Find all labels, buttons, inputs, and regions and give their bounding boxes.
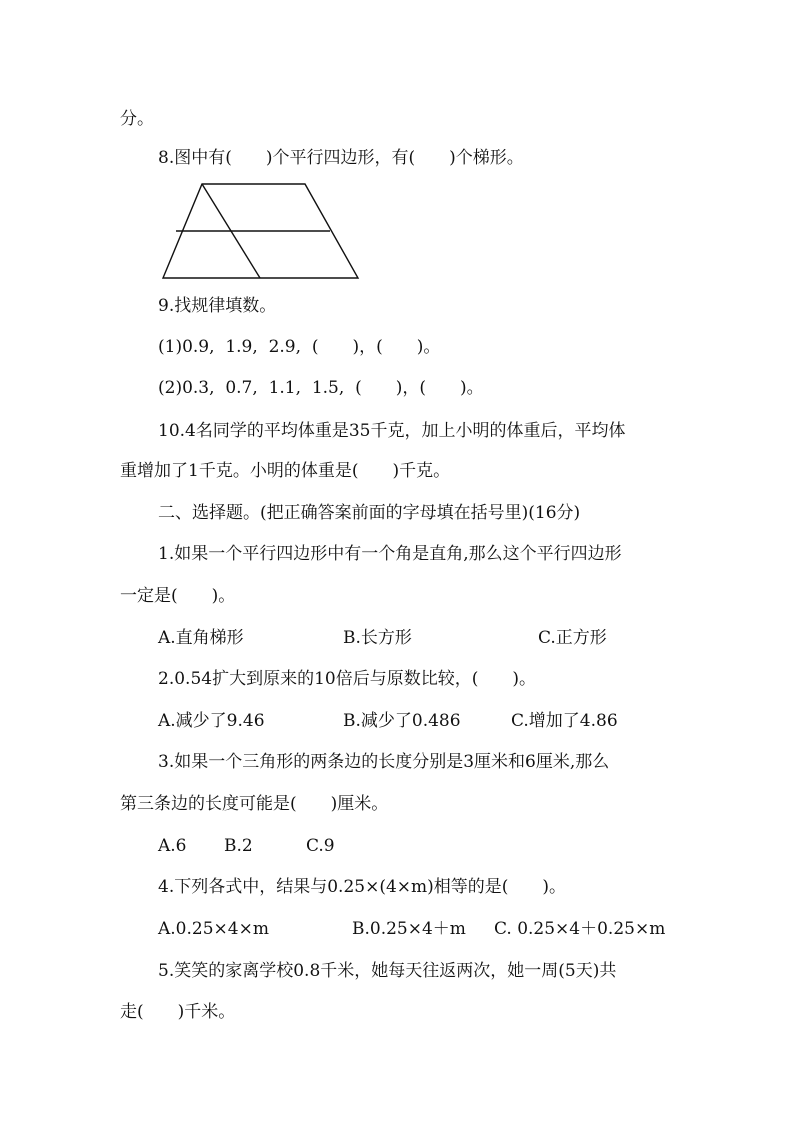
choice-question-5: 5.笑笑的家离学校0.8千米，她每天往返两次，她一周(5天)共 — [158, 961, 617, 981]
trapezoid-figure — [160, 182, 364, 282]
option-c: C.9 — [306, 836, 335, 856]
option-c: C.增加了4.86 — [511, 711, 618, 731]
choice-question-3: 3.如果一个三角形的两条边的长度分别是3厘米和6厘米,那么 — [158, 752, 610, 772]
choice-question-5-cont: 走( )千米。 — [120, 1002, 236, 1022]
question-9-part-2: (2)0.3, 0.7, 1.1, 1.5, ( )，( )。 — [158, 378, 484, 398]
option-a: A.减少了9.46 — [158, 711, 265, 731]
option-c: C. 0.25×4＋0.25×m — [494, 919, 666, 939]
question-10: 10.4名同学的平均体重是35千克，加上小明的体重后，平均体 — [158, 421, 626, 441]
option-a: A.直角梯形 — [158, 628, 244, 648]
option-a: A.0.25×4×m — [158, 919, 269, 939]
section-heading: 二、选择题。(把正确答案前面的字母填在括号里)(16分) — [158, 503, 581, 523]
option-b: B.减少了0.486 — [343, 711, 461, 731]
question-8: 8.图中有( )个平行四边形，有( )个梯形。 — [158, 148, 524, 168]
question-10-cont: 重增加了1千克。小明的体重是( )千克。 — [120, 461, 451, 481]
option-c: C.正方形 — [538, 628, 607, 648]
text-line: 分。 — [120, 109, 154, 129]
question-9-part-1: (1)0.9, 1.9, 2.9, ( )，( )。 — [158, 337, 441, 357]
option-b: B.长方形 — [343, 628, 412, 648]
option-b: B.0.25×4＋m — [352, 919, 466, 939]
option-a: A.6 — [158, 836, 187, 856]
choice-question-2: 2.0.54扩大到原来的10倍后与原数比较，( )。 — [158, 669, 536, 689]
option-b: B.2 — [224, 836, 253, 856]
question-9: 9.找规律填数。 — [158, 296, 277, 316]
choice-question-1: 1.如果一个平行四边形中有一个角是直角,那么这个平行四边形 — [158, 544, 622, 564]
choice-question-3-cont: 第三条边的长度可能是( )厘米。 — [120, 794, 389, 814]
choice-question-1-cont: 一定是( )。 — [120, 586, 236, 606]
choice-question-4: 4.下列各式中，结果与0.25×(4×m)相等的是( )。 — [158, 877, 567, 897]
